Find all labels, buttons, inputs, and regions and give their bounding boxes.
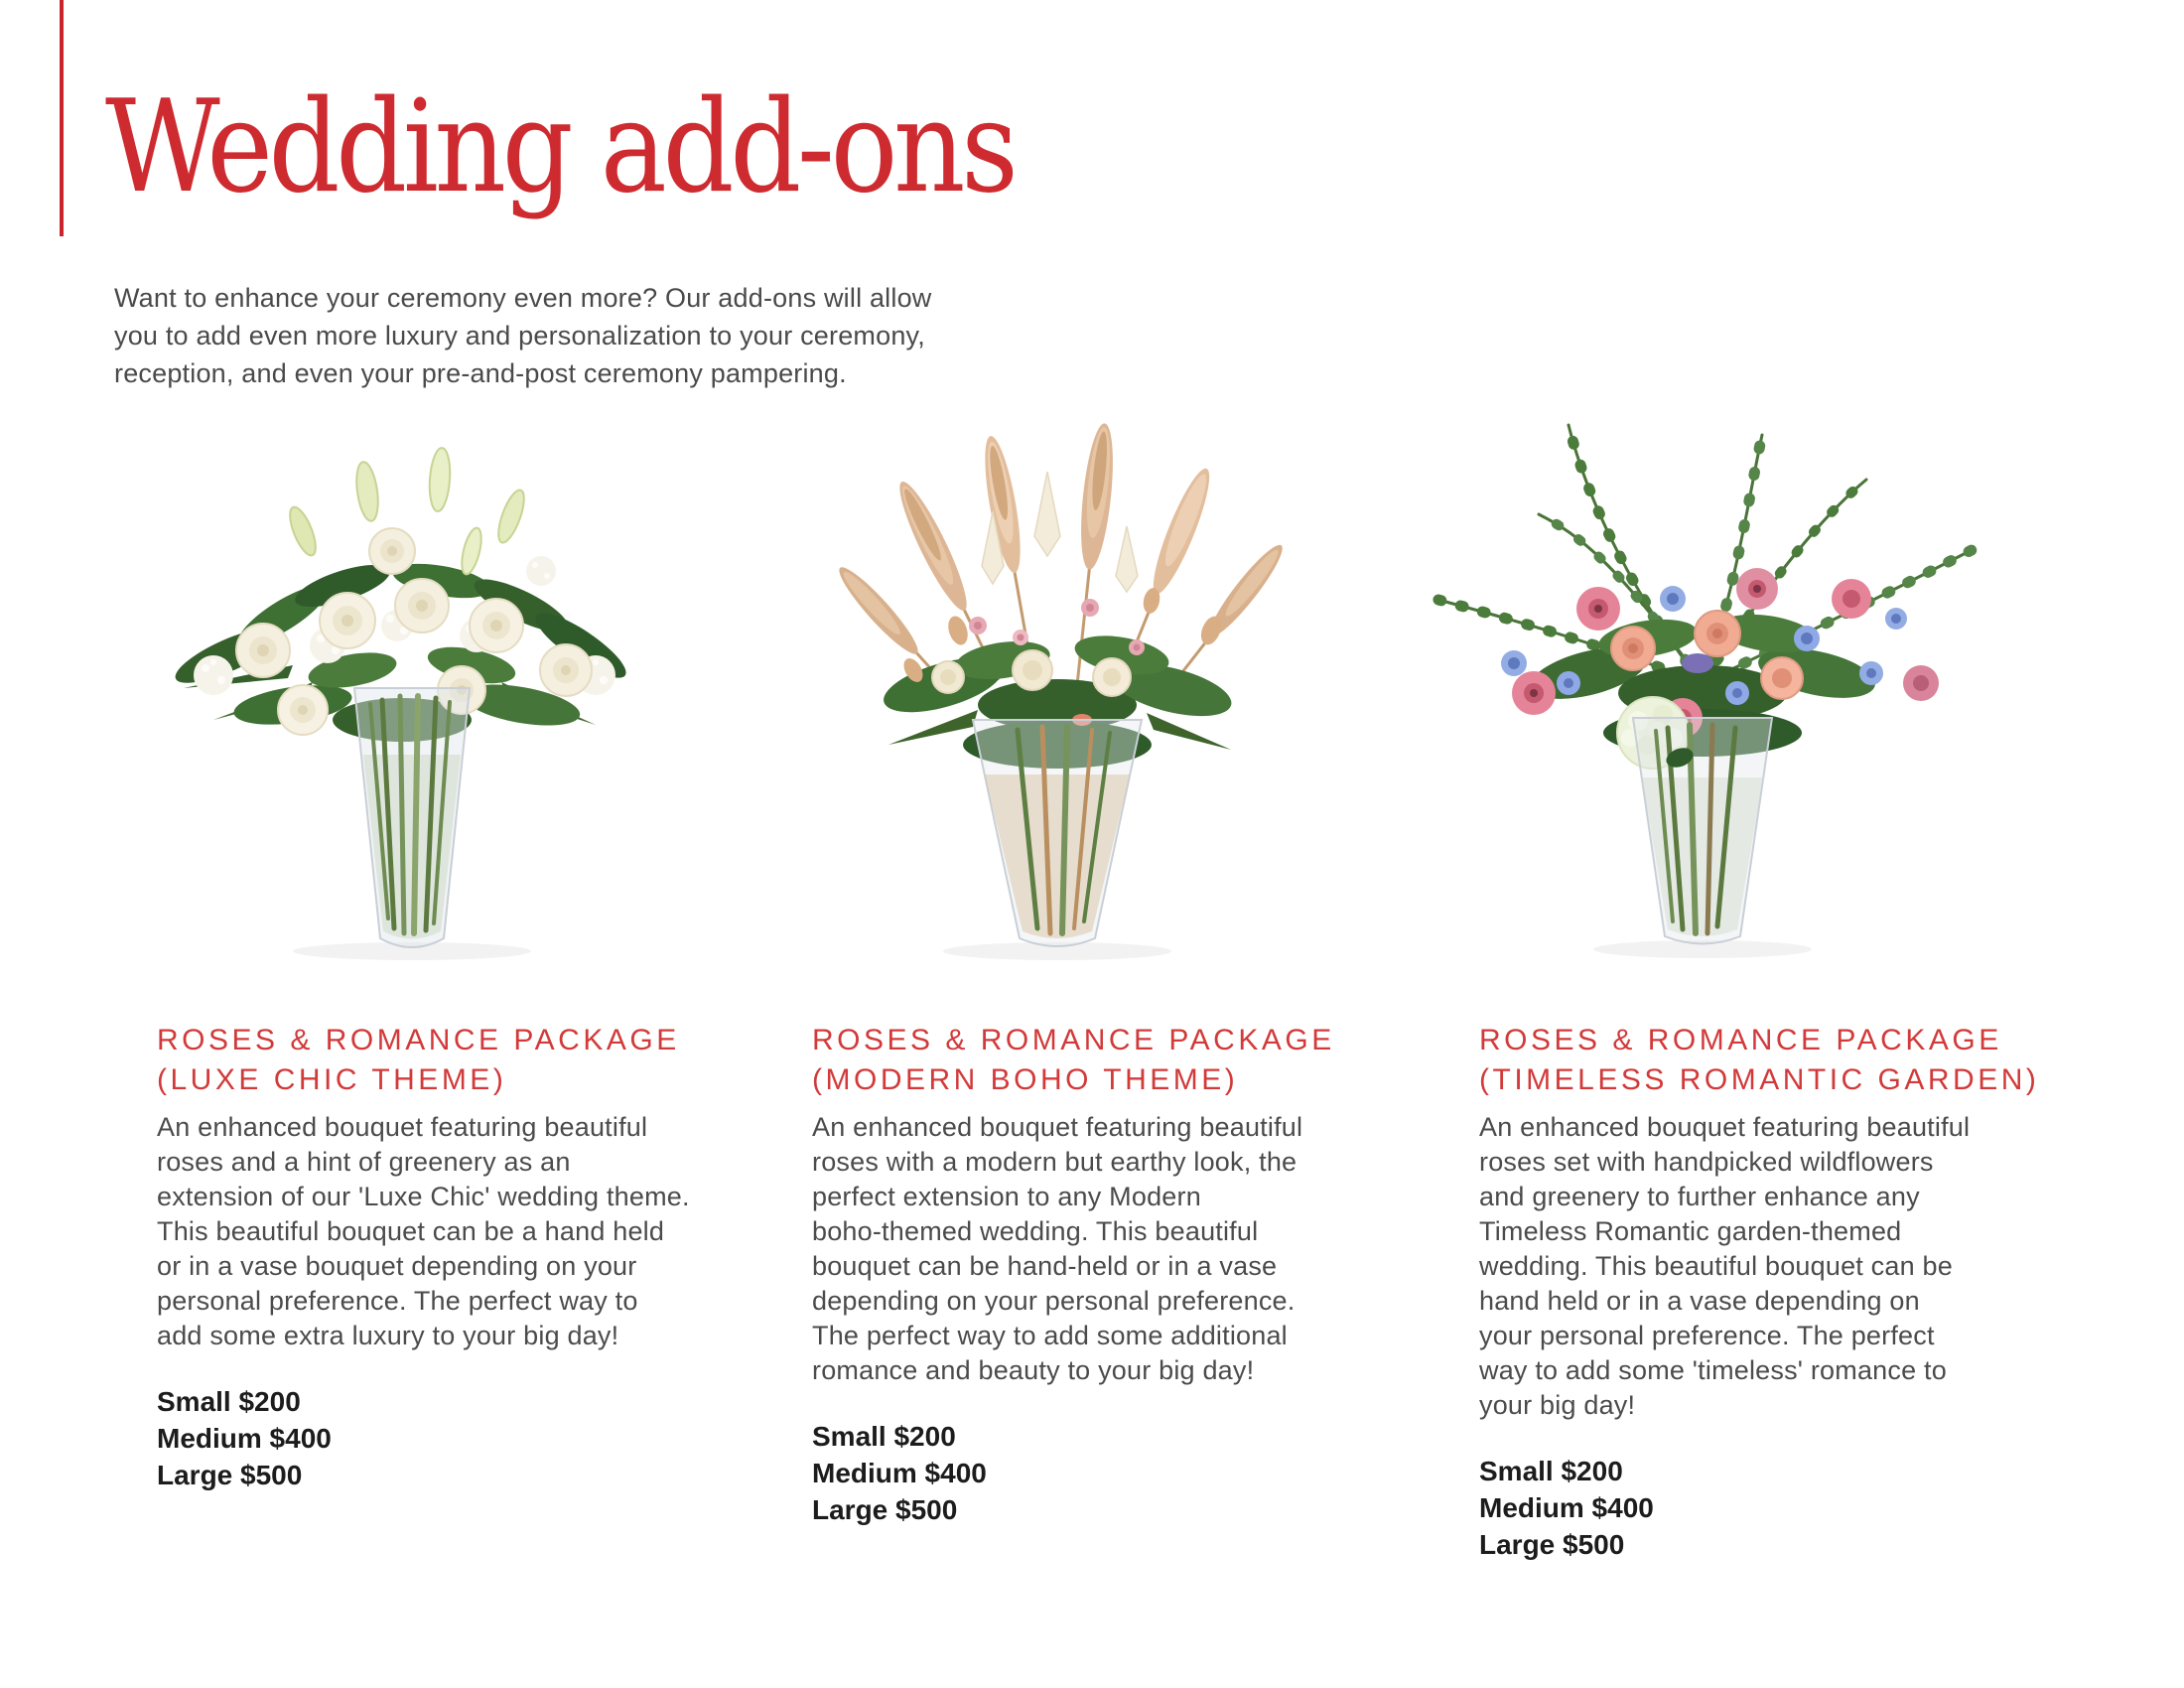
description-line: An enhanced bouquet featuring beautiful — [157, 1112, 648, 1142]
package-card-romantic-garden — [1479, 1021, 2040, 1563]
description-line: An enhanced bouquet featuring beautiful — [1479, 1112, 1971, 1142]
description-line: This beautiful bouquet can be a hand held — [157, 1216, 665, 1246]
bouquet-romantic-garden-image — [1420, 385, 1985, 961]
package-card-luxe-chic — [157, 1021, 690, 1493]
intro-line: Want to enhance your ceremony even more? Our add-ons will allow — [114, 283, 932, 313]
description-line: perfect extension to any Modern — [812, 1182, 1201, 1211]
package-heading-line: (LUXE CHIC THEME) — [157, 1063, 507, 1096]
description-line: way to add some 'timeless' romance to — [1479, 1355, 1947, 1385]
price-list — [812, 1418, 1328, 1528]
description-line: your big day! — [1479, 1390, 1636, 1420]
package-heading — [1479, 1021, 2040, 1100]
price-line-small: Small $200 — [812, 1421, 956, 1452]
price-list — [157, 1383, 673, 1493]
bouquet-modern-boho-illustration — [794, 417, 1320, 963]
description-line: bouquet can be hand-held or in a vase — [812, 1251, 1278, 1281]
description-line: Timeless Romantic garden-themed — [1479, 1216, 1902, 1246]
package-description — [812, 1110, 1328, 1388]
description-line: An enhanced bouquet featuring beautiful — [812, 1112, 1303, 1142]
package-description — [157, 1110, 690, 1353]
description-line: romance and beauty to your big day! — [812, 1355, 1255, 1385]
description-line: boho-themed wedding. This beautiful — [812, 1216, 1259, 1246]
description-line: extension of our 'Luxe Chic' wedding theme. — [157, 1182, 690, 1211]
price-list — [1479, 1453, 1995, 1563]
price-line-large: Large $500 — [1479, 1529, 1625, 1560]
description-line: The perfect way to add some additional — [812, 1321, 1288, 1350]
package-description — [1479, 1110, 1995, 1423]
package-heading-line: ROSES & ROMANCE PACKAGE — [812, 1024, 1335, 1056]
description-line: and greenery to further enhance any — [1479, 1182, 1920, 1211]
package-heading-line: ROSES & ROMANCE PACKAGE — [157, 1024, 680, 1056]
bouquet-modern-boho-image — [794, 417, 1320, 963]
description-line: wedding. This beautiful bouquet can be — [1479, 1251, 1953, 1281]
bouquet-luxe-chic-illustration — [144, 422, 660, 963]
description-line: roses with a modern but earthy look, the — [812, 1147, 1297, 1177]
description-line: your personal preference. The perfect — [1479, 1321, 1935, 1350]
accent-rule — [60, 0, 64, 236]
price-line-medium: Medium $400 — [812, 1458, 987, 1488]
description-line: hand held or in a vase depending on — [1479, 1286, 1920, 1316]
package-heading-line: (MODERN BOHO THEME) — [812, 1063, 1239, 1096]
page-title: Wedding add-ons — [105, 73, 1015, 221]
description-line: personal preference. The perfect way to — [157, 1286, 638, 1316]
price-line-medium: Medium $400 — [1479, 1492, 1654, 1523]
package-heading — [812, 1021, 1335, 1100]
price-line-large: Large $500 — [812, 1494, 958, 1525]
intro-line: reception, and even your pre-and-post ceremony pampering. — [114, 358, 847, 388]
intro-paragraph — [114, 279, 932, 392]
description-line: or in a vase bouquet depending on your — [157, 1251, 637, 1281]
price-line-large: Large $500 — [157, 1460, 303, 1490]
price-line-small: Small $200 — [157, 1386, 301, 1417]
intro-line: you to add even more luxury and personalization to your ceremony, — [114, 321, 925, 351]
bouquet-luxe-chic-image — [144, 422, 660, 963]
description-line: roses and a hint of greenery as an — [157, 1147, 571, 1177]
package-card-modern-boho — [812, 1021, 1335, 1528]
description-line: roses set with handpicked wildflowers — [1479, 1147, 1934, 1177]
description-line: add some extra luxury to your big day! — [157, 1321, 619, 1350]
package-heading — [157, 1021, 680, 1100]
price-line-medium: Medium $400 — [157, 1423, 332, 1454]
description-line: depending on your personal preference. — [812, 1286, 1296, 1316]
package-heading-line: ROSES & ROMANCE PACKAGE — [1479, 1024, 2002, 1056]
package-heading-line: (TIMELESS ROMANTIC GARDEN) — [1479, 1063, 2040, 1096]
bouquet-romantic-garden-illustration — [1420, 385, 1985, 961]
price-line-small: Small $200 — [1479, 1456, 1623, 1486]
